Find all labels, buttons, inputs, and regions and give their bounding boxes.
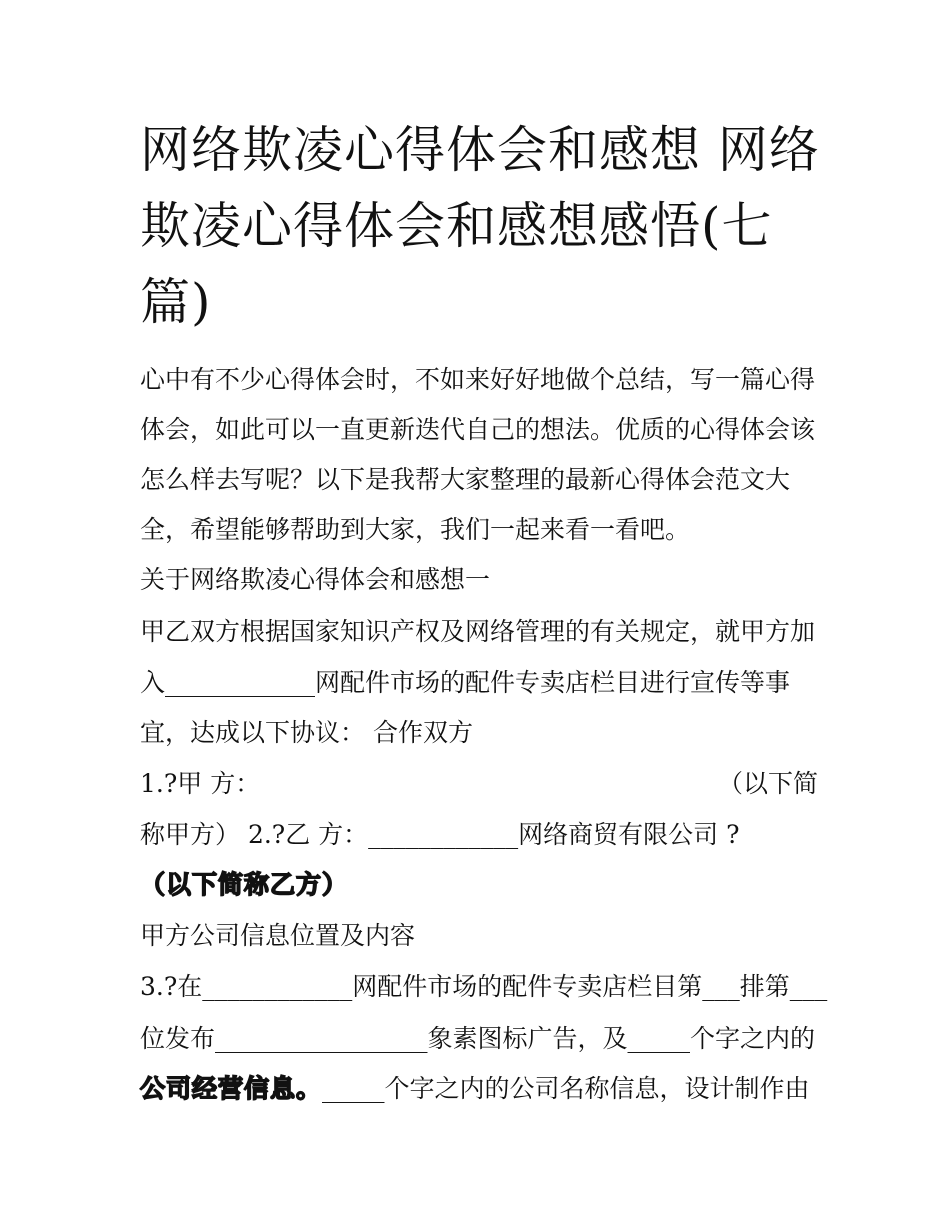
body-line-14: 位发布_________________象素图标广告，及_____个字之内的	[140, 1024, 816, 1053]
party-a-label: 1.?甲 方：	[140, 769, 261, 798]
intro-line-1: 心中有不少心得体会时，不如来好好地做个总结，写一篇心得	[140, 365, 816, 394]
document-title: 网络欺凌心得体会和感想 网络欺凌心得体会和感想感悟(七篇)	[140, 121, 820, 331]
body-line-7: 入____________网配件市场的配件专卖店栏目进行宣传等事	[140, 668, 791, 697]
body-line-8: 宜，达成以下协议： 合作双方	[140, 718, 473, 747]
intro-line-4: 全，希望能够帮助到大家，我们一起来看一看吧。	[140, 515, 691, 544]
section-heading: 关于网络欺凌心得体会和感想一	[140, 565, 491, 594]
body-line-15-rest: _____个字之内的公司名称信息，设计制作由	[322, 1074, 810, 1103]
party-a-abbrev-start: （以下简	[718, 769, 819, 798]
body-line-13: 3.?在____________网配件市场的配件专卖店栏目第___排第___	[140, 972, 828, 1001]
body-line-6: 甲乙双方根据国家知识产权及网络管理的有关规定，就甲方加	[140, 617, 816, 646]
body-line-15	[140, 1072, 810, 1106]
intro-line-3: 怎么样去写呢？以下是我帮大家整理的最新心得体会范文大	[140, 465, 791, 494]
body-line-10: 称甲方） 2.?乙 方：____________网络商贸有限公司 ?	[140, 820, 740, 849]
company-info-outlined: 公司经营信息。	[140, 1074, 323, 1103]
party-b-abbrev-outlined: （以下简称乙方）	[140, 870, 349, 899]
intro-line-2: 体会，如此可以一直更新迭代自己的想法。优质的心得体会该	[140, 415, 816, 444]
body-line-12: 甲方公司信息位置及内容	[140, 921, 416, 950]
